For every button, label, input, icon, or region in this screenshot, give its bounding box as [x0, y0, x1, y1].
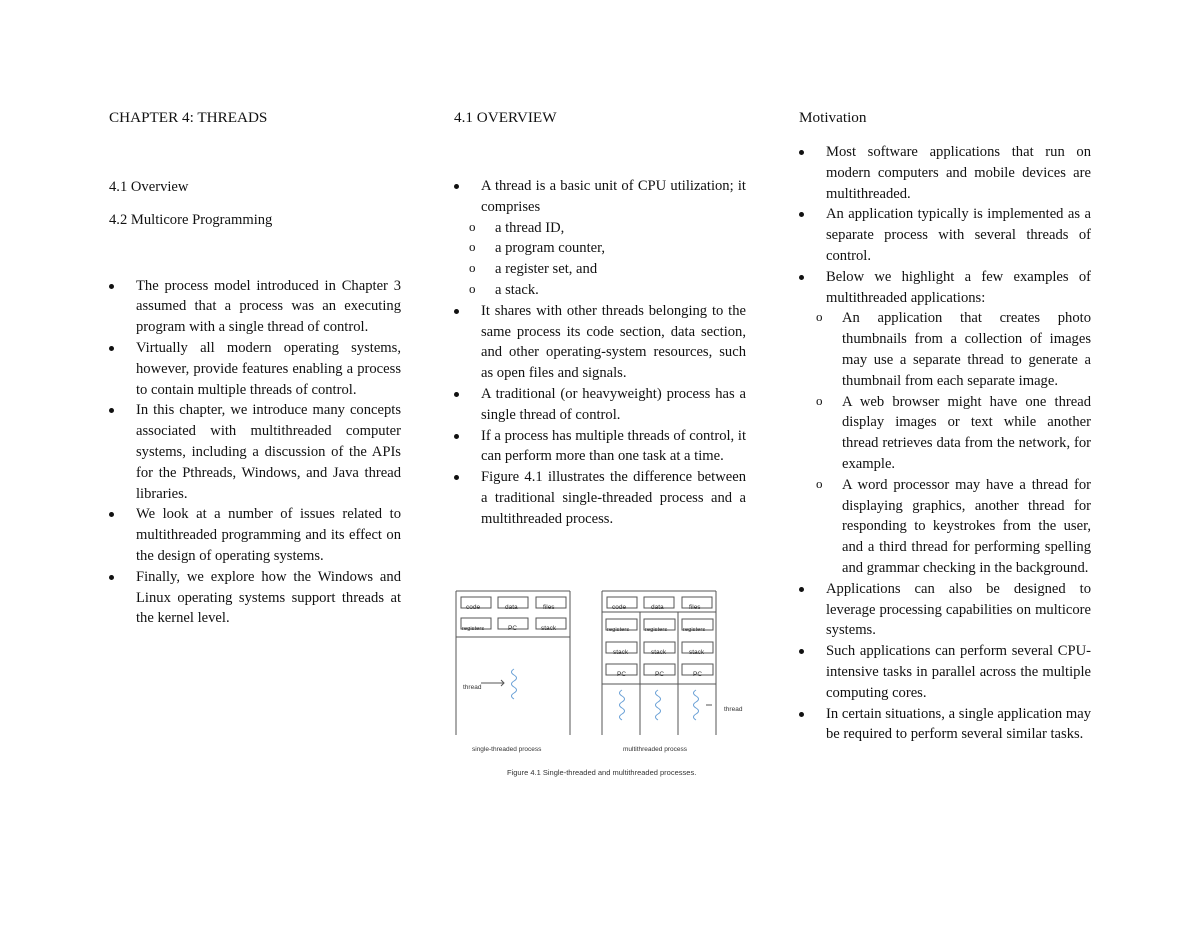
toc-item-multicore: 4.2 Multicore Programming [109, 211, 273, 228]
fig-single-thread-label: thread [463, 684, 482, 691]
fig-multi-registers-3: registers [683, 627, 706, 633]
list-item: Such applications can perform several CPU-intensive tasks in parallel across the multiple computing cores. [799, 641, 1091, 703]
fig-multi-data: data [651, 604, 664, 611]
motivation-bullet-list [799, 142, 1091, 745]
fig-single-pc: PC [508, 625, 518, 632]
fig-multi-stack-1: stack [613, 649, 629, 656]
column-2 [454, 108, 746, 530]
fig-multi-registers-1: registers [607, 627, 630, 633]
list-item: Finally, we explore how the Windows and Linux operating systems support threads at the kernel level. [109, 567, 401, 629]
fig-single-files: files [543, 604, 555, 611]
fig-single-code: code [466, 604, 481, 611]
fig-multi-files: files [689, 604, 701, 611]
chapter-heading: CHAPTER 4: THREADS [109, 109, 268, 126]
list-item: The process model introduced in Chapter 3 assumed that a process was an executing program with a single thread of control. [109, 276, 401, 338]
fig-single-caption: single-threaded process [472, 746, 542, 753]
fig-multi-thread-label: thread [724, 706, 743, 713]
intro-bullet-list [109, 276, 401, 630]
sub-list-item: o A web browser might have one thread display images or text while another thread retrieves data from the network, for example. [799, 392, 1091, 475]
fig-multi-pc-1: PC [617, 671, 627, 678]
list-item: A thread is a basic unit of CPU utilization; it comprises [454, 176, 746, 218]
list-item: We look at a number of issues related to multithreaded programming and its effect on the design of operating systems. [109, 504, 401, 566]
figure-caption: Figure 4.1 Single-threaded and multithreaded processes. [507, 768, 697, 777]
sub-list-item: o a stack. [454, 280, 746, 301]
toc-item-overview: 4.1 Overview [109, 179, 189, 195]
figure-threads-diagram [454, 589, 754, 777]
list-item: In certain situations, a single application may be required to perform several similar tasks. [799, 704, 1091, 746]
list-item: Virtually all modern operating systems, however, provide features enabling a process to contain multiple threads of control. [109, 338, 401, 400]
list-item: It shares with other threads belonging to the same process its code section, data section, and other operating-system resources, such as open files and signals. [454, 301, 746, 384]
fig-single-data: data [505, 604, 518, 611]
column-3 [799, 108, 1091, 745]
list-item: An application typically is implemented as a separate process with several threads of control. [799, 204, 1091, 266]
overview-heading: 4.1 OVERVIEW [454, 109, 557, 126]
overview-bullet-list [454, 176, 746, 530]
sub-list-item: o a program counter, [454, 238, 746, 259]
fig-multi-caption: multithreaded process [623, 746, 687, 753]
fig-multi-stack-3: stack [689, 649, 705, 656]
column-1 [109, 108, 401, 629]
fig-multi-code: code [612, 604, 627, 611]
sub-list-item: o A word processor may have a thread for displaying graphics, another thread for responding to keystrokes from the user, and a third thread for performing spelling and grammar checking in the background. [799, 475, 1091, 579]
list-item: Applications can also be designed to leverage processing capabilities on multicore systems. [799, 579, 1091, 641]
fig-single-stack: stack [541, 625, 557, 632]
list-item: Figure 4.1 illustrates the difference between a traditional single-threaded process and a multithreaded process. [454, 467, 746, 529]
motivation-heading: Motivation [799, 109, 867, 126]
fig-single-registers: registers [462, 626, 485, 632]
list-item: A traditional (or heavyweight) process has a single thread of control. [454, 384, 746, 426]
sub-list-item: o a register set, and [454, 259, 746, 280]
list-item: Most software applications that run on modern computers and mobile devices are multithreaded. [799, 142, 1091, 204]
fig-multi-stack-2: stack [651, 649, 667, 656]
list-item: In this chapter, we introduce many concepts associated with multithreaded computer systems, including a discussion of the APIs for the Pthreads, Windows, and Java thread libraries. [109, 400, 401, 504]
list-item: If a process has multiple threads of control, it can perform more than one task at a time. [454, 426, 746, 468]
sub-list-item: o An application that creates photo thumbnails from a collection of images may use a separate thread to generate a thumbnail from each separate image. [799, 308, 1091, 391]
fig-multi-registers-2: registers [645, 627, 668, 633]
fig-multi-pc-2: PC [655, 671, 665, 678]
list-item: Below we highlight a few examples of multithreaded applications: [799, 267, 1091, 309]
fig-multi-pc-3: PC [693, 671, 703, 678]
sub-list-item: o a thread ID, [454, 218, 746, 239]
